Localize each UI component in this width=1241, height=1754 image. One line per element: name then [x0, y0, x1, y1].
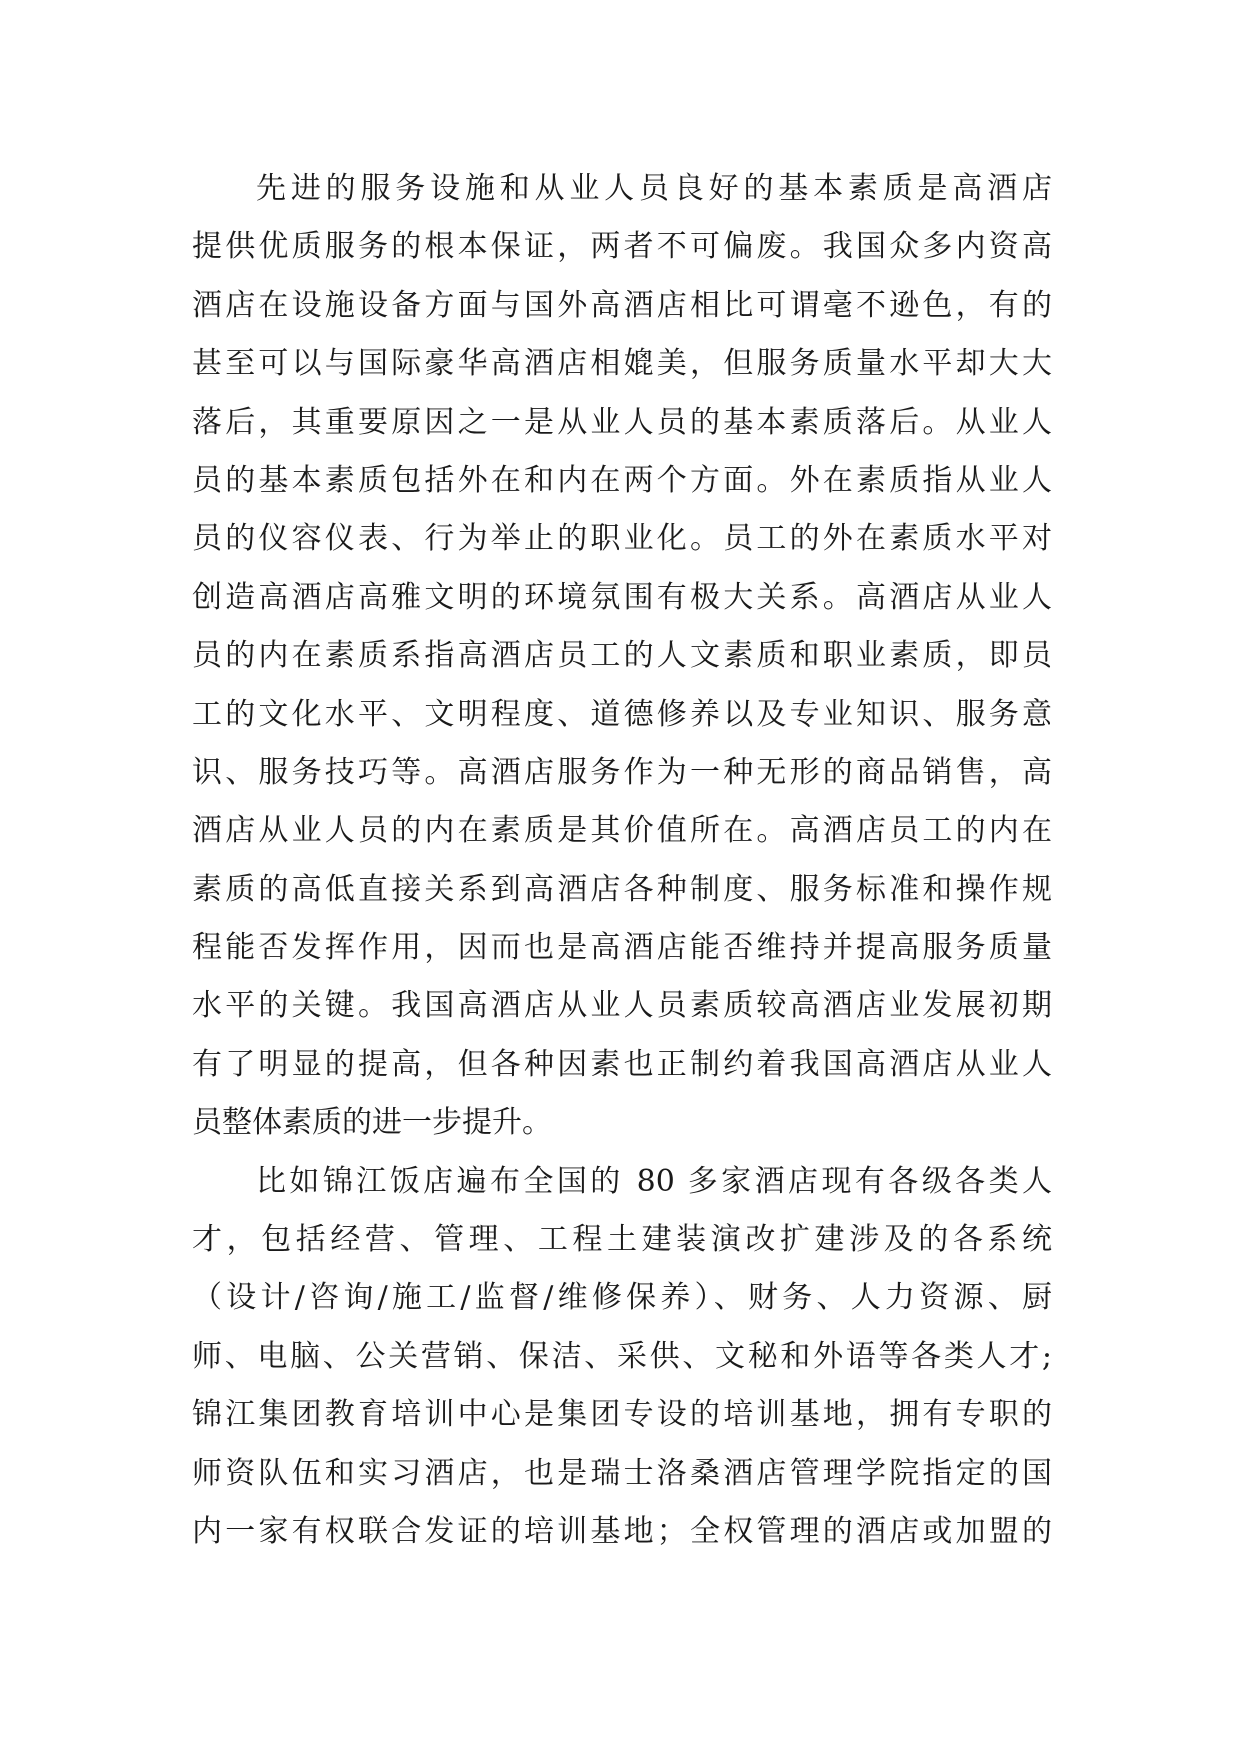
text-line: 员的基本素质包括外在和内在两个方面。外在素质指从业人 — [192, 462, 1052, 498]
text-line: 酒店在设施设备方面与国外高酒店相比可谓毫不逊色，有的 — [192, 287, 1052, 323]
text-line: 师资队伍和实习酒店，也是瑞士洛桑酒店管理学院指定的国 — [192, 1455, 1052, 1491]
text-line: 师、电脑、公关营销、保洁、采供、文秘和外语等各类人才; — [192, 1338, 1052, 1374]
text-line: 内一家有权联合发证的培训基地；全权管理的酒店或加盟的 — [192, 1513, 1052, 1549]
text-line: 先进的服务设施和从业人员良好的基本素质是高酒店 — [256, 171, 1052, 206]
text-line: 识、服务技巧等。高酒店服务作为一种无形的商品销售，高 — [192, 754, 1052, 790]
text-line: 锦江集团教育培训中心是集团专设的培训基地，拥有专职的 — [192, 1397, 1052, 1433]
text-line: 创造高酒店高雅文明的环境氛围有极大关系。高酒店从业人 — [192, 579, 1052, 615]
text-line: 提供优质服务的根本保证，两者不可偏废。我国众多内资高 — [192, 229, 1052, 265]
text-line: 员的仪容仪表、行为举止的职业化。员工的外在素质水平对 — [192, 521, 1052, 557]
text-line: 甚至可以与国际豪华高酒店相媲美，但服务质量水平却大大 — [192, 346, 1052, 382]
document-body — [192, 160, 1052, 1561]
text-line: 员整体素质的进一步提升。 — [192, 1105, 552, 1141]
text-line: 落后，其重要原因之一是从业人员的基本素质落后。从业人 — [192, 404, 1052, 440]
text-line: 员的内在素质系指高酒店员工的人文素质和职业素质，即员 — [192, 638, 1052, 674]
paragraph — [192, 160, 1052, 1153]
paragraph — [192, 1153, 1052, 1562]
text-line: 水平的关键。我国高酒店从业人员素质较高酒店业发展初期 — [192, 988, 1052, 1024]
text-line: 比如锦江饭店遍布全国的 80 多家酒店现有各级各类人 — [256, 1163, 1052, 1199]
text-line: 酒店从业人员的内在素质是其价值所在。高酒店员工的内在 — [192, 813, 1052, 849]
text-line: 程能否发挥作用，因而也是高酒店能否维持并提高服务质量 — [192, 930, 1052, 966]
text-line: （设计/咨询/施工/监督/维修保养）、财务、人力资源、厨 — [192, 1280, 1052, 1316]
text-line: 才，包括经营、管理、工程土建装演改扩建涉及的各系统 — [192, 1222, 1052, 1258]
text-line: 工的文化水平、文明程度、道德修养以及专业知识、服务意 — [192, 696, 1052, 732]
text-line: 有了明显的提高，但各种因素也正制约着我国高酒店从业人 — [192, 1046, 1052, 1082]
text-line: 素质的高低直接关系到高酒店各种制度、服务标准和操作规 — [192, 871, 1052, 907]
